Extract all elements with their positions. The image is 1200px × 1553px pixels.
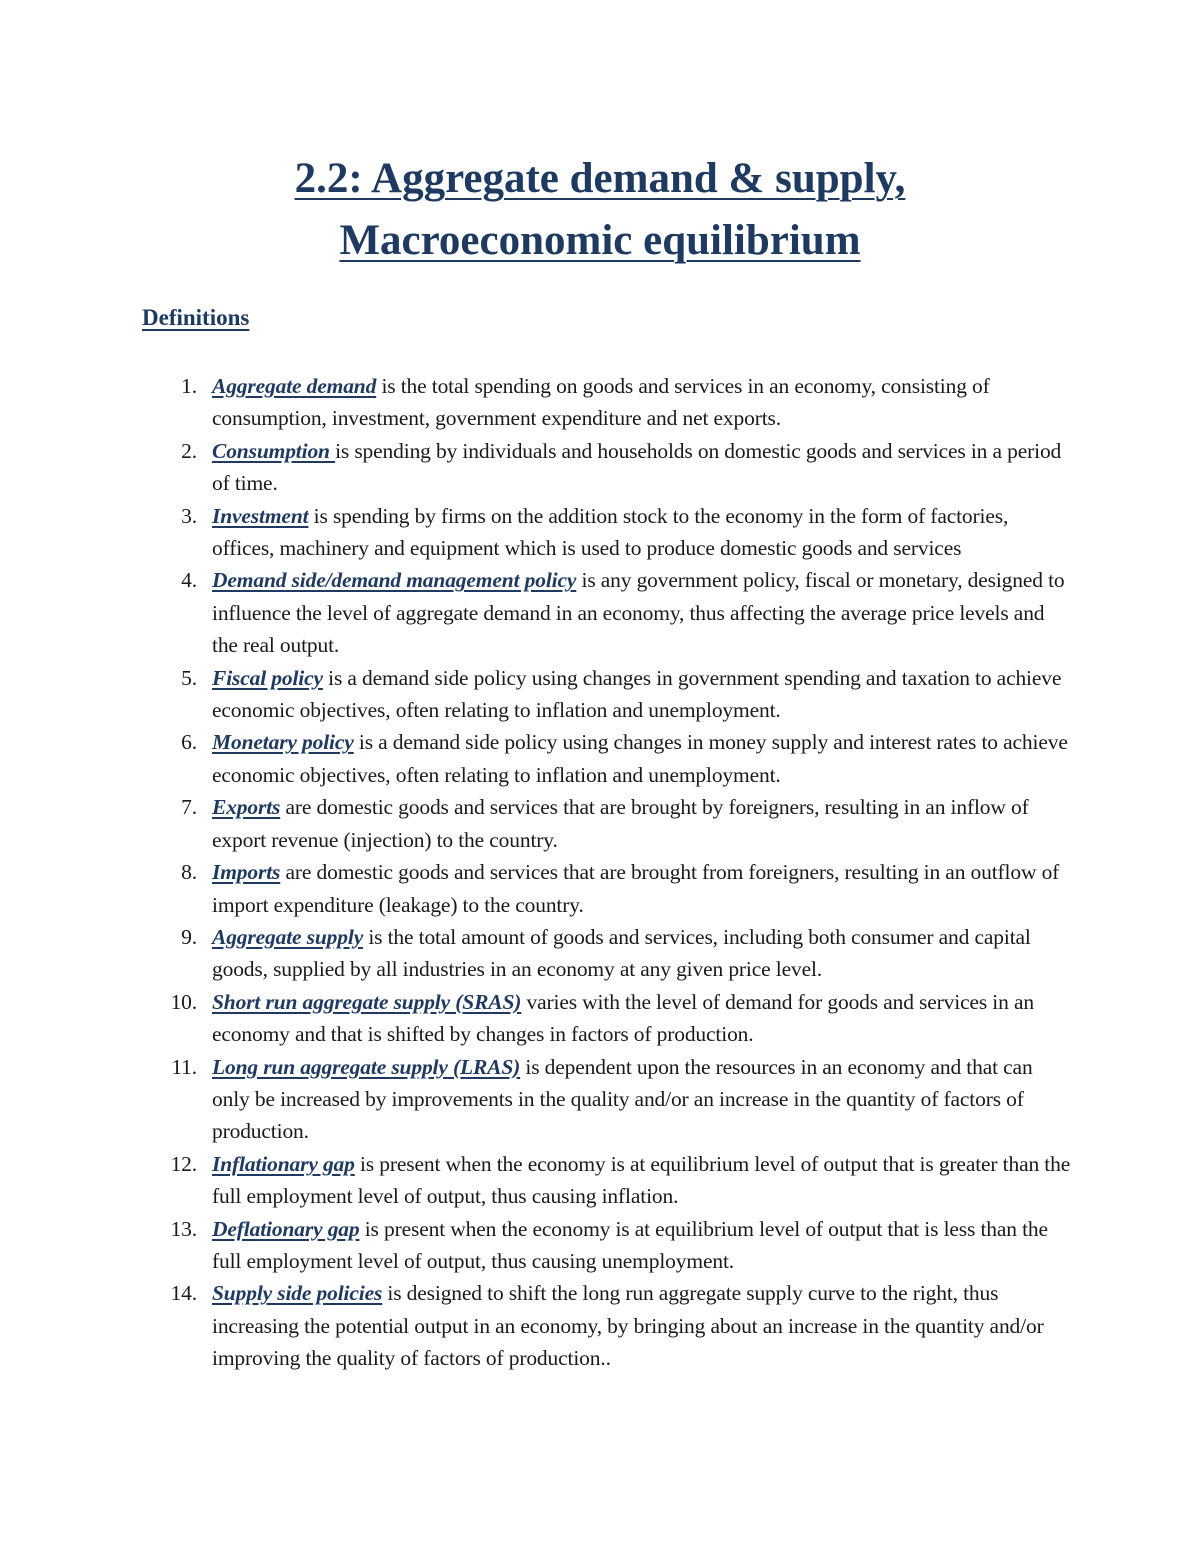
definition-number: 7. (181, 795, 197, 820)
definition-item (142, 370, 1072, 435)
title-line-2: Macroeconomic equilibrium (339, 217, 861, 264)
definition-text: is designed to shift the long run aggregate supply curve to the right, thus increasing the potential output in an economy, by bringing about an increase in the quantity and/or improving the quality of factors of production.. (212, 1281, 1044, 1371)
definition-item (142, 1277, 1072, 1374)
definition-number: 9. (181, 924, 197, 949)
definition-number: 4. (181, 568, 197, 593)
definition-term: Deflationary gap (212, 1216, 360, 1241)
definition-number: 8. (181, 860, 197, 885)
definition-number: 2. (181, 438, 197, 463)
definition-term: Supply side policies (212, 1281, 383, 1306)
definition-number: 14. (170, 1281, 197, 1306)
definition-text: is the total spending on goods and services in an economy, consisting of consumption, investment, government expenditure and net exports. (212, 374, 990, 431)
definition-number: 12. (170, 1151, 197, 1176)
definition-term: Monetary policy (212, 730, 354, 755)
definition-text: is spending by firms on the addition stock to the economy in the form of factories, offices, machinery and equipment which is used to produce domestic goods and services (212, 503, 1009, 561)
definition-term: Fiscal policy (212, 665, 323, 690)
definition-term: Consumption (212, 438, 336, 463)
definition-item (142, 856, 1072, 921)
definition-item (142, 1051, 1072, 1148)
definitions-list (142, 370, 1072, 1375)
definition-text: is dependent upon the resources in an economy and that can only be increased by improvements in the quality and/or an increase in the quantity of factors of production. (212, 1054, 1033, 1144)
section-heading-definitions: Definitions (142, 305, 250, 330)
definition-number: 13. (170, 1216, 197, 1241)
definition-number: 5. (181, 665, 197, 690)
definition-item (142, 921, 1072, 986)
definition-term: Imports (212, 860, 281, 885)
definition-item (142, 986, 1072, 1051)
definition-item (142, 435, 1072, 500)
definition-item (142, 1148, 1072, 1213)
definition-item (142, 564, 1072, 661)
definition-item (142, 662, 1072, 727)
definition-text: is a demand side policy using changes in government spending and taxation to achieve economic objectives, often relating to inflation and unemployment. (212, 665, 1062, 723)
definition-term: Demand side/demand management policy (212, 568, 577, 593)
page-title (0, 148, 1200, 272)
definition-item (142, 791, 1072, 856)
definition-term: Aggregate supply (212, 924, 364, 949)
definition-term: Exports (212, 795, 281, 820)
definition-term: Long run aggregate supply (LRAS) (212, 1054, 521, 1079)
definition-text: is any government policy, fiscal or monetary, designed to influence the level of aggregate demand in an economy, thus affecting the average price levels and the real output. (212, 568, 1065, 658)
definition-number: 1. (181, 374, 197, 398)
definition-number: 6. (181, 730, 197, 755)
definition-number: 3. (181, 503, 197, 528)
definition-text: is the total amount of goods and services, including both consumer and capital goods, supplied by all industries in an economy at any given price level. (212, 924, 1031, 982)
definition-number: 10. (170, 989, 197, 1014)
definition-text: are domestic goods and services that are brought from foreigners, resulting in an outflow of import expenditure (leakage) to the country. (212, 860, 1060, 917)
definition-text: are domestic goods and services that are brought by foreigners, resulting in an inflow of export revenue (injection) to the country. (212, 795, 1029, 852)
definition-text: varies with the level of demand for goods and services in an economy and that is shifted by changes in factors of production. (212, 989, 1034, 1047)
definition-item (142, 500, 1072, 565)
title-line-1: 2.2: Aggregate demand & supply, (294, 155, 906, 202)
definition-item (142, 1213, 1072, 1278)
definition-item (142, 726, 1072, 791)
definition-term: Inflationary gap (212, 1151, 355, 1176)
definition-text: is a demand side policy using changes in money supply and interest rates to achieve economic objectives, often relating to inflation and unemployment. (212, 730, 1068, 787)
definition-term: Short run aggregate supply (SRAS) (212, 989, 522, 1014)
definition-term: Investment (212, 503, 309, 528)
definition-text: is spending by individuals and households on domestic goods and services in a period of time. (212, 438, 1062, 496)
definition-text: is present when the economy is at equilibrium level of output that is greater than the full employment level of output, thus causing inflation. (212, 1151, 1071, 1209)
definition-number: 11. (171, 1054, 197, 1079)
definition-term: Aggregate demand (212, 374, 377, 398)
definition-text: is present when the economy is at equilibrium level of output that is less than the full employment level of output, thus causing unemployment. (212, 1216, 1048, 1273)
